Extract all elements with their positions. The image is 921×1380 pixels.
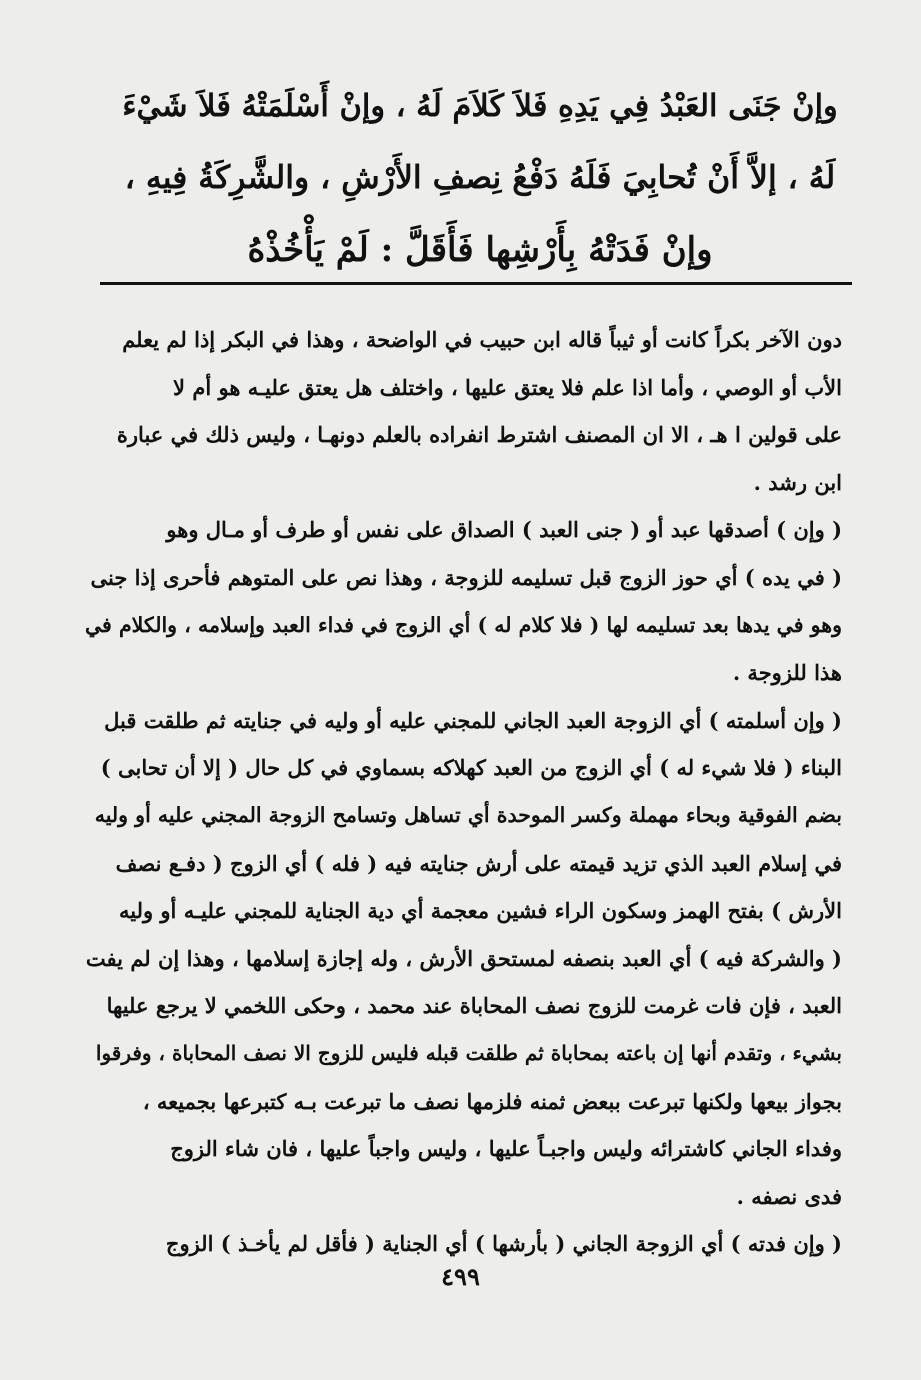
separator-rule bbox=[100, 282, 852, 285]
page-number: ٤٩٩ bbox=[441, 1262, 480, 1291]
commentary-line: بجواز بيعها ولكنها تبرعت ببعض ثمنه فلزمها نصف ما تبرعت بـه كتبرعها بجميعه ، bbox=[142, 1088, 842, 1114]
commentary-line: بشيء ، وتقدم أنها إن باعته بمحاباة ثم طلقت قبله فليس للزوج الا نصف المحاباة ، وفرقوا bbox=[95, 1040, 842, 1065]
commentary-line: ( في يده ) أي حوز الزوج قبل تسليمه للزوجة ، وهذا نص على المتوهم فأحرى إذا جنى bbox=[90, 564, 842, 590]
commentary-line: وفداء الجاني كاشترائه وليس واجبـاً عليها ، وليس واجباً عليها ، فان شاء الزوج bbox=[170, 1136, 842, 1162]
commentary-line: في إسلام العبد الذي تزيد قيمته على أرش جنايته فيه ( فله ) أي الزوج ( دفـع نصف bbox=[115, 850, 842, 876]
commentary-line: وهو في يدها بعد تسليمه لها ( فلا كلام له ) أي الزوج في فداء العبد وإسلامه ، والكلام في bbox=[84, 612, 842, 637]
matn-line: وإنْ فَدَتْهُ بِأَرْشِها فَأَقَلَّ : لَمْ يَأْخُذْهُ bbox=[247, 230, 713, 270]
commentary-line: ابن رشد . bbox=[753, 469, 842, 495]
commentary-line: ( وإن أسلمته ) أي الزوجة العبد الجاني للمجني عليه أو وليه في جنايته ثم طلقت قبل bbox=[104, 707, 842, 733]
commentary-line: العبد ، فإن فات غرمت للزوج نصف المحاباة عند محمد ، وحكى اللخمي لا يرجع عليها bbox=[106, 993, 842, 1019]
commentary-line: الأرش ) بفتح الهمز وسكون الراء فشين معجمة أي دية الجناية للمجني عليـه أو وليه bbox=[118, 898, 842, 924]
commentary-line: ( والشركة فيه ) أي العبد بنصفه لمستحق الأرش ، وله إجازة إسلامها ، وهذا إن لم يفت bbox=[85, 945, 842, 971]
matn-line: وإنْ جَنَى العَبْدُ فِي يَدِهِ فَلاَ كَلاَمَ لَهُ ، وإنْ أَسْلَمَتْهُ فَلاَ شَيْءَ bbox=[122, 88, 838, 124]
commentary-line: البناء ( فلا شيء له ) أي الزوج من العبد كهلاكه بسماوي في كل حال ( إلا أن تحابى ) bbox=[100, 755, 842, 781]
commentary-line: هذا للزوجة . bbox=[732, 660, 842, 686]
commentary-line: الأب أو الوصي ، وأما اذا علم فلا يعتق عليها ، واختلف هل يعتق عليـه هو أم لا bbox=[173, 374, 842, 400]
commentary-line: ( وإن فدته ) أي الزوجة الجاني ( بأرشها ) أي الجناية ( فأقل لم يأخـذ ) الزوج bbox=[165, 1231, 842, 1257]
commentary-line: ( وإن ) أصدقها عبد أو ( جنى العبد ) الصداق على نفس أو طرف أو مـال وهو bbox=[166, 517, 842, 543]
commentary-line: بضم الفوقية وبحاء مهملة وكسر الموحدة أي تساهل وتسامح الزوجة المجني عليه أو وليه bbox=[94, 802, 842, 827]
commentary-line: على قولين ا هـ ، الا ان المصنف اشترط انفراده بالعلم دونهـا ، وليس ذلك في عبارة bbox=[116, 422, 842, 448]
matn-line: لَهُ ، إلاَّ أَنْ تُحابِيَ فَلَهُ دَفْعُ نِصفِ الأَرْشِ ، والشَّرِكَةُ فِيهِ ، bbox=[124, 159, 836, 196]
commentary-line: دون الآخر بكراً كانت أو ثيباً قاله ابن حبيب في الواضحة ، وهذا في البكر إذا لم يعلم bbox=[122, 327, 842, 352]
matn-text-block bbox=[120, 70, 840, 286]
commentary-text-block bbox=[82, 316, 842, 1268]
commentary-line: فدى نصفه . bbox=[736, 1183, 842, 1209]
